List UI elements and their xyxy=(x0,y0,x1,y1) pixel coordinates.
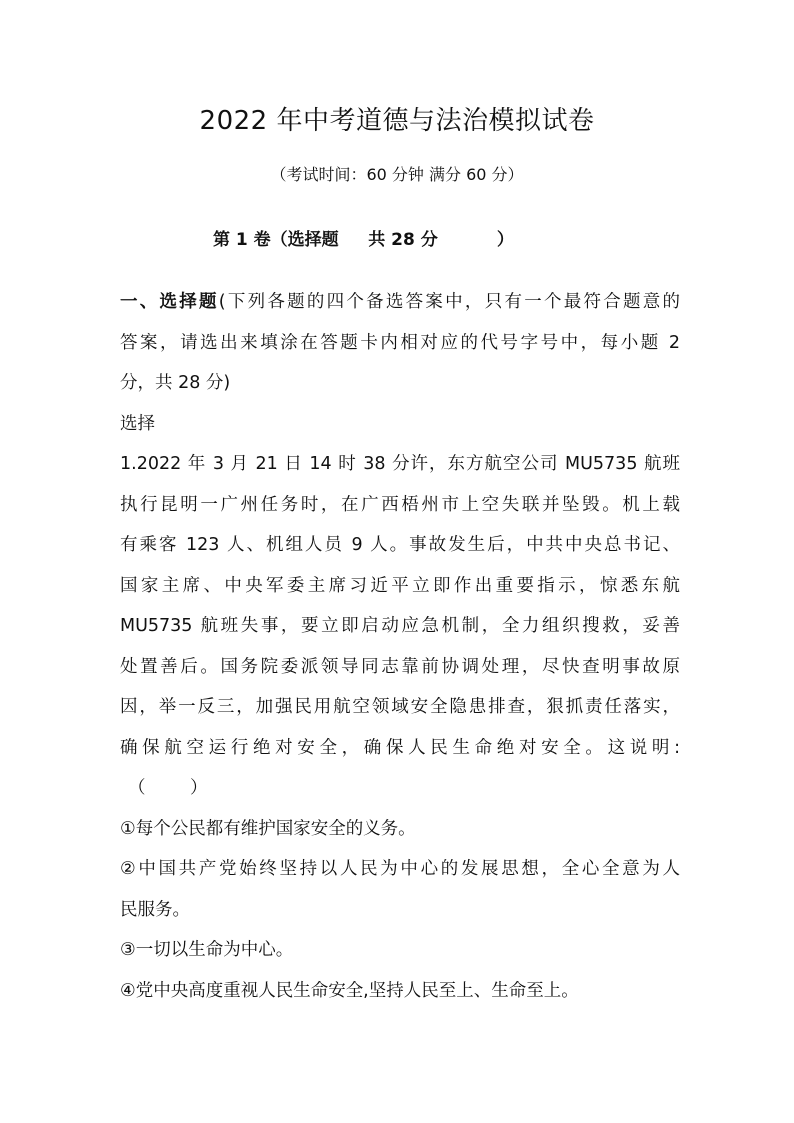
option-2-line-1: ②中国共产党始终坚持以人民为中心的发展思想，全心全意为人 xyxy=(120,859,680,879)
question-1-line-1: 1.2022 年 3 月 21 日 14 时 38 分许，东方航空公司 MU5735 航班 xyxy=(120,454,680,474)
question-1-line-2: 执行昆明一广州任务时，在广西梧州市上空失联并坠毁。机上载 xyxy=(120,494,680,515)
question-1-line-5: MU5735 航班失事，要立即启动应急机制，全力组织搜救，妥善 xyxy=(120,616,680,636)
instructions-line-1-text: (下列各题的四个备选答案中，只有一个最符合题意的 xyxy=(218,292,680,312)
question-1-line-3: 有乘客 123 人、机组人员 9 人。事故发生后，中共中央总书记、 xyxy=(120,535,680,555)
option-2-line-2: 民服务。 xyxy=(120,899,190,920)
question-1-line-4: 国家主席、中央军委主席习近平立即作出重要指示，惊悉东航 xyxy=(120,575,680,596)
option-4: ④党中央高度重视人民生命安全,坚持人民至上、生命至上。 xyxy=(120,980,579,1001)
subsection-label: 选择 xyxy=(120,413,155,434)
instructions-line-2: 答案，请选出来填涂在答题卡内相对应的代号字号中，每小题 2 xyxy=(120,332,680,353)
section-heading: 第 1 卷（选择题 共 28 分 ） xyxy=(213,230,514,250)
instructions-line-1 xyxy=(120,282,680,323)
answer-paren: （ ） xyxy=(128,778,208,798)
question-1-line-6: 处置善后。国务院委派领导同志靠前协调处理，尽快查明事故原 xyxy=(120,656,680,677)
instructions-line-3: 分，共 28 分) xyxy=(120,373,231,393)
exam-body xyxy=(120,282,680,1011)
option-1: ①每个公民都有维护国家安全的义务。 xyxy=(120,818,416,839)
exam-subtitle: （考试时间：60 分钟 满分 60 分） xyxy=(270,165,524,184)
option-3: ③一切以生命为中心。 xyxy=(120,940,294,960)
question-1-line-7: 因，举一反三，加强民用航空领域安全隐患排查，狠抓责任落实， xyxy=(120,697,680,717)
instructions-prefix: 一、选择题 xyxy=(120,292,219,312)
exam-title: 2022 年中考道德与法治模拟试卷 xyxy=(199,106,595,136)
question-1-line-8: 确保航空运行绝对安全，确保人民生命绝对安全。这说明: xyxy=(120,737,680,758)
